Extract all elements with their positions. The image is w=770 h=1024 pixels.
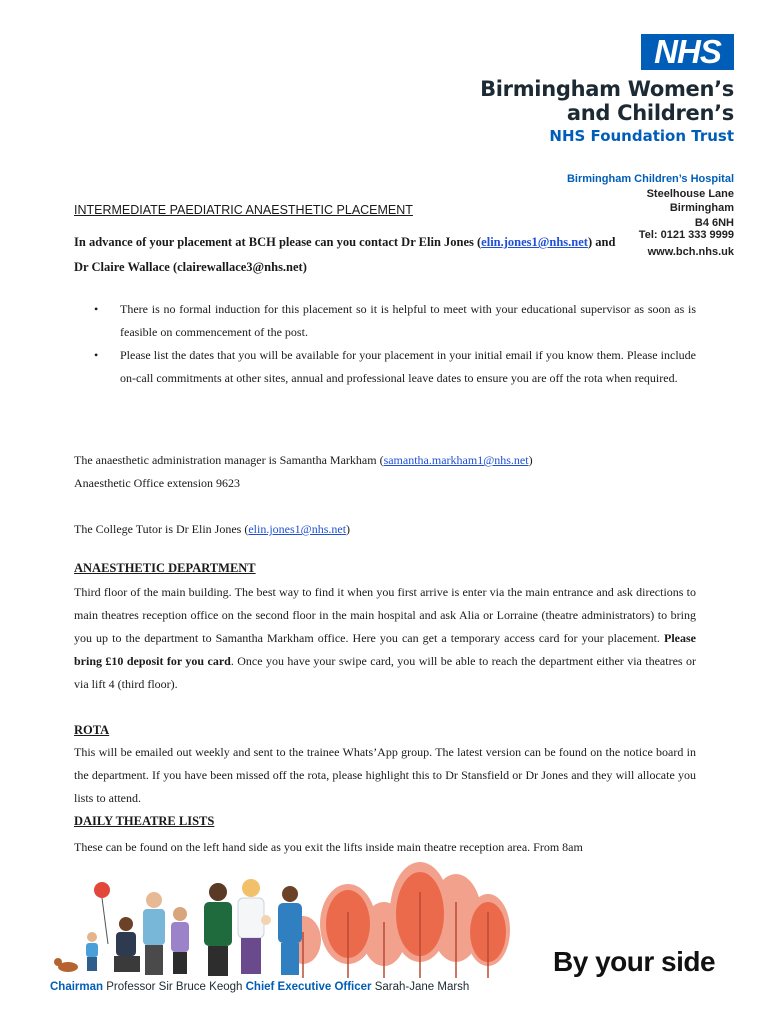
nhs-logo: NHS xyxy=(641,34,734,70)
ceo-name: Sarah-Jane Marsh xyxy=(374,981,470,993)
rota-heading: ROTA xyxy=(74,723,110,737)
ceo-role: Chief Executive Officer xyxy=(245,981,372,993)
address-city: Birmingham xyxy=(669,202,734,214)
document-title: INTERMEDIATE PAEDIATRIC ANAESTHETIC PLACEMENT xyxy=(74,203,413,217)
trust-officers xyxy=(50,981,469,993)
tree-group xyxy=(285,862,510,978)
lists-text: These can be found on the left hand side as you exit the lifts inside main theatre reception area. From 8am xyxy=(74,840,583,854)
advance-contact-paragraph xyxy=(74,230,696,280)
lists-heading: DAILY THEATRE LISTS xyxy=(74,814,215,828)
admin-manager-paragraph xyxy=(74,449,696,495)
address-tel: Tel: 0121 333 9999 xyxy=(638,229,734,241)
advance-text-line2: Dr Claire Wallace (clairewallace3@nhs.net) xyxy=(74,260,307,274)
tutor-text: The College Tutor is Dr Elin Jones ( xyxy=(74,522,249,536)
lists-paragraph-cut xyxy=(74,836,696,854)
address-web: www.bch.nhs.uk xyxy=(647,245,734,258)
org-trust-name: NHS Foundation Trust xyxy=(549,127,734,145)
list-item: • Please list the dates that you will be available for your placement in your initial email if you know them. Please include on-call commitments at other sites, annual and professional leave dates to ensure you are off the rota when required. xyxy=(92,344,696,390)
address-hospital: Birmingham Children’s Hospital xyxy=(566,173,734,185)
advance-text: In advance of your placement at BCH please can you contact Dr Elin Jones ( xyxy=(74,235,482,249)
org-name-line1: Birmingham Women’s xyxy=(480,77,734,101)
deposit-notice: Please bring £10 deposit for you card xyxy=(74,631,696,668)
dept-paragraph xyxy=(74,581,696,696)
dept-heading: ANAESTHETIC DEPARTMENT xyxy=(74,561,256,575)
chairman-name: Professor Sir Bruce Keogh xyxy=(106,981,243,993)
samantha-markham-email-link[interactable]: samantha.markham1@nhs.net xyxy=(383,453,529,467)
tutor-email-link[interactable]: elin.jones1@nhs.net xyxy=(248,522,347,536)
office-extension: Anaesthetic Office extension 9623 xyxy=(74,476,241,490)
footer-illustration xyxy=(48,852,518,980)
list-item: • There is no formal induction for this placement so it is helpful to meet with your educational supervisor as soon as is feasible on commencement of the post. xyxy=(92,298,696,344)
elin-jones-email-link[interactable]: elin.jones1@nhs.net xyxy=(481,235,588,249)
tagline: By your side xyxy=(553,946,716,977)
address-postcode: B4 6NH xyxy=(694,216,734,229)
dept-text: Third floor of the main building. The best way to find it when you first arrive is enter via the main entrance and ask directions to main theatres reception office on the second floor in the main hospital and ask Alia or Lorraine (theatre administrators) to bring you up to the department to Samantha Markham office. Here you can get a temporary access card for your placement. xyxy=(74,585,696,645)
college-tutor-paragraph xyxy=(74,518,696,541)
people-group xyxy=(54,879,302,976)
dept-text-end: . Once you have your swipe card, you will be able to reach the department either via theatres or via lift 4 (third floor). xyxy=(74,654,696,691)
rota-paragraph: This will be emailed out weekly and sent to the trainee Whats’App group. The latest version can be found on the notice board in the department. If you have been missed off the rota, please highlight this to Dr Stansfield or Dr Jones and they will allocate you lists to attend. xyxy=(74,745,696,805)
tutor-text-end: ) xyxy=(346,522,351,536)
admin-text: The anaesthetic administration manager is Samantha Markham ( xyxy=(74,453,384,467)
org-name-line2: and Children’s xyxy=(566,101,734,125)
placement-bullets xyxy=(92,298,696,390)
admin-text-end: ) xyxy=(528,453,533,467)
chairman-role: Chairman xyxy=(50,981,104,993)
advance-text-end: ) and xyxy=(587,235,616,249)
address-street: Steelhouse Lane xyxy=(646,187,734,200)
